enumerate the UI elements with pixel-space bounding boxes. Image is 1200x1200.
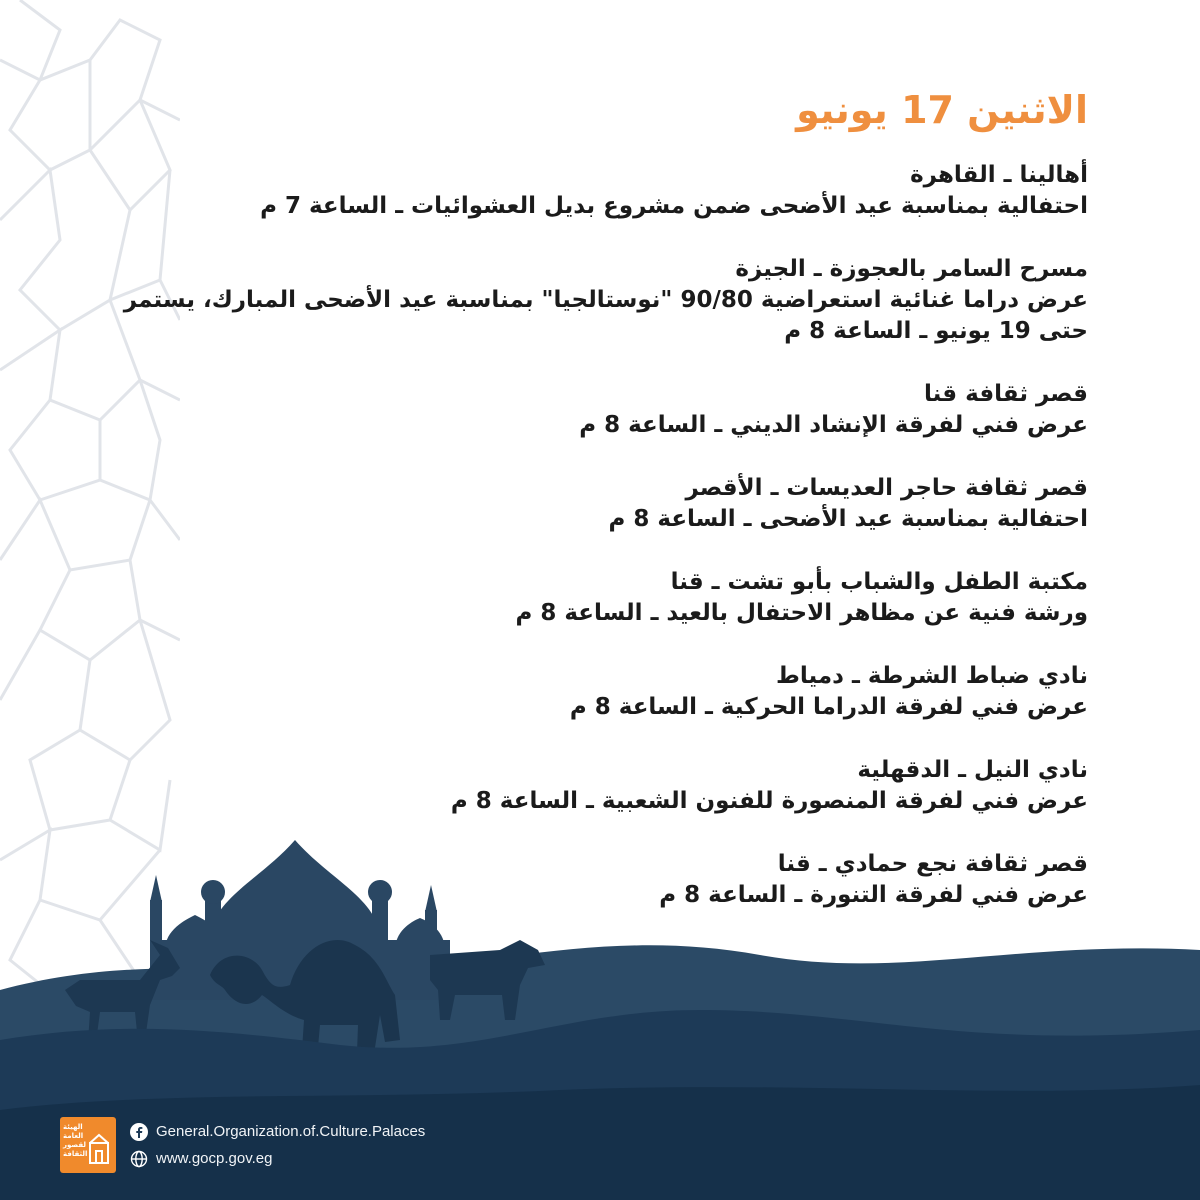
event-item bbox=[90, 567, 1088, 629]
website-link[interactable] bbox=[130, 1150, 425, 1168]
event-description: عرض فني لفرقة التنورة ـ الساعة 8 م bbox=[659, 881, 1088, 908]
event-venue: مكتبة الطفل والشباب بأبو تشت ـ قنا bbox=[670, 568, 1088, 595]
website-label: www.gocp.gov.eg bbox=[156, 1150, 273, 1167]
event-description: ورشة فنية عن مظاهر الاحتفال بالعيد ـ الساعة 8 م bbox=[515, 599, 1088, 626]
event-venue: نادي ضباط الشرطة ـ دمياط bbox=[776, 662, 1088, 689]
event-venue: قصر ثقافة نجع حمادي ـ قنا bbox=[777, 850, 1088, 877]
gocp-logo bbox=[60, 1117, 116, 1173]
event-item bbox=[90, 755, 1088, 817]
event-item bbox=[90, 160, 1088, 222]
event-description: احتفالية بمناسبة عيد الأضحى ـ الساعة 8 م bbox=[608, 505, 1088, 532]
event-schedule bbox=[90, 88, 1088, 943]
event-description: احتفالية بمناسبة عيد الأضحى ضمن مشروع بديل العشوائيات ـ الساعة 7 م bbox=[260, 192, 1088, 219]
footer bbox=[60, 1110, 425, 1180]
event-item bbox=[90, 849, 1088, 911]
event-description: عرض فني لفرقة الإنشاد الديني ـ الساعة 8 م bbox=[579, 411, 1088, 438]
logo-emblem bbox=[60, 1117, 116, 1173]
event-item bbox=[90, 254, 1088, 347]
page-title: الاثنين 17 يونيو bbox=[796, 88, 1088, 132]
event-venue: مسرح السامر بالعجوزة ـ الجيزة bbox=[735, 255, 1088, 282]
event-venue: نادي النيل ـ الدقهلية bbox=[857, 756, 1088, 783]
event-venue: قصر ثقافة قنا bbox=[924, 380, 1088, 407]
event-item bbox=[90, 473, 1088, 535]
facebook-label: General.Organization.of.Culture.Palaces bbox=[156, 1123, 426, 1140]
event-description: عرض فني لفرقة المنصورة للفنون الشعبية ـ الساعة 8 م bbox=[450, 787, 1088, 814]
event-venue: قصر ثقافة حاجر العديسات ـ الأقصر bbox=[685, 474, 1088, 501]
event-item bbox=[90, 379, 1088, 441]
event-venue: أهالينا ـ القاهرة bbox=[910, 161, 1088, 188]
event-description: عرض فني لفرقة الدراما الحركية ـ الساعة 8 م bbox=[569, 693, 1088, 720]
logo-text: الهيئة العامة لقصور الثقافة bbox=[63, 1123, 88, 1158]
globe-icon bbox=[130, 1150, 148, 1168]
facebook-link[interactable] bbox=[130, 1123, 425, 1141]
event-description: عرض دراما غنائية استعراضية 90/80 "نوستالجيا" بمناسبة عيد الأضحى المبارك، يستمر حتى 19 يونيو ـ الساعة 8 م bbox=[123, 286, 1088, 344]
facebook-icon bbox=[130, 1123, 148, 1141]
event-item bbox=[90, 661, 1088, 723]
